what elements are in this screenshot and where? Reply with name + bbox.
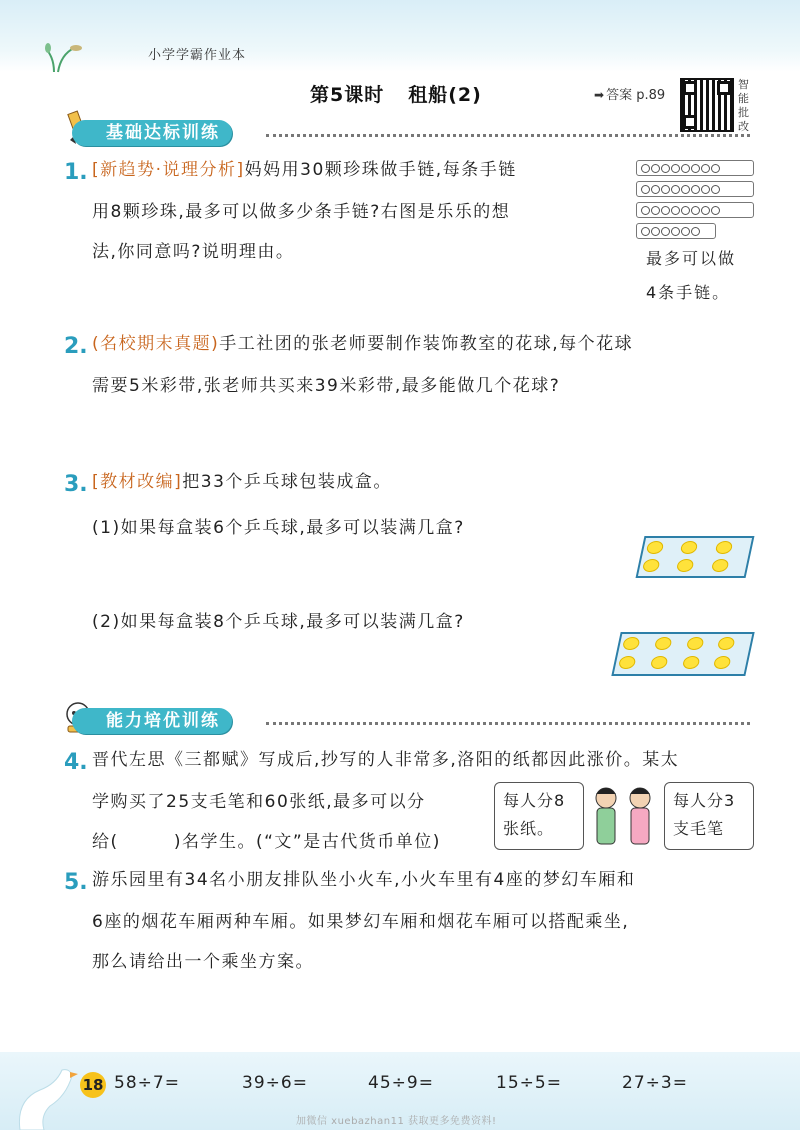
qr-label: 智 能 批 改 <box>738 78 749 133</box>
ping-pong-ball-icon <box>654 637 673 650</box>
ping-pong-ball-icon <box>646 541 665 554</box>
two-scholars-icon <box>586 780 662 852</box>
section-banner-advanced: 能力培优训练 <box>72 708 232 734</box>
ping-pong-ball-icon <box>685 637 704 650</box>
ping-pong-ball-icon <box>713 656 732 669</box>
ping-pong-ball-icon <box>642 559 661 572</box>
ping-pong-ball-icon <box>681 656 700 669</box>
header-band <box>0 0 800 72</box>
bead-group <box>636 181 754 197</box>
answer-reference[interactable] <box>594 84 665 103</box>
question-number: 5. <box>64 870 88 895</box>
question-4-line-1: 晋代左思《三都赋》写成后,抄写的人非常多,洛阳的纸都因此涨价。某太 <box>92 750 680 770</box>
dotted-divider <box>266 722 750 725</box>
question-3-line-1: [教材改编]把33个乒乓球包装成盒。 <box>92 472 392 492</box>
ball-box-8 <box>611 632 754 676</box>
question-5-line-3: 那么请给出一个乘坐方案。 <box>92 952 314 972</box>
question-3-sub-2: (2)如果每盒装8个乒乓球,最多可以装满几盒? <box>92 612 465 632</box>
question-1-line-3: 法,你同意吗?说明理由。 <box>92 242 295 262</box>
question-number: 1. <box>64 160 88 185</box>
arrow-right-icon: ➡ <box>594 88 605 102</box>
question-2-line-1: (名校期末真题)手工社团的张老师要制作装饰教室的花球,每个花球 <box>92 334 634 354</box>
calc-item: 15÷5= <box>496 1073 562 1093</box>
question-tag: (名校期末真题) <box>92 334 220 354</box>
lesson-title <box>310 80 482 107</box>
question-2-line-2: 需要5米彩带,张老师共买来39米彩带,最多能做几个花球? <box>92 376 561 396</box>
speech-bubble-right: 每人分3 支毛笔 <box>664 782 754 850</box>
ping-pong-ball-icon <box>618 656 637 669</box>
goose-decoration-icon <box>10 1060 80 1130</box>
bead-note-line-1: 最多可以做 <box>646 249 737 268</box>
ping-pong-ball-icon <box>650 656 669 669</box>
brand-name: 小学学霸作业本 <box>148 48 247 63</box>
calc-item: 27÷3= <box>622 1073 688 1093</box>
question-tag: [新趋势·说理分析] <box>92 160 245 180</box>
question-1-line-2: 用8颗珍珠,最多可以做多少条手链?右图是乐乐的想 <box>92 202 511 222</box>
qr-code-icon[interactable] <box>680 78 734 132</box>
page-number-badge: 18 <box>80 1072 106 1098</box>
bead-group <box>636 160 754 176</box>
question-4-line-3: 给( )名学生。(“文”是古代货币单位) <box>92 832 441 852</box>
bead-group <box>636 202 754 218</box>
answer-page-text: 答案 p.89 <box>606 88 666 103</box>
section-banner-basic: 基础达标训练 <box>72 120 232 146</box>
watermark-text: 加微信 xuebazhan11 获取更多免费资料! <box>296 1116 497 1127</box>
ping-pong-ball-icon <box>680 541 699 554</box>
ball-box-6 <box>636 536 755 578</box>
ping-pong-ball-icon <box>622 637 641 650</box>
question-5-line-1: 游乐园里有34名小朋友排队坐小火车,小火车里有4座的梦幻车厢和 <box>92 870 636 890</box>
question-1-line-1: [新趋势·说理分析]妈妈用30颗珍珠做手链,每条手链 <box>92 160 517 180</box>
plant-decoration-icon <box>44 40 88 74</box>
bead-group <box>636 223 716 239</box>
ping-pong-ball-icon <box>717 637 736 650</box>
lesson-topic: 租船(2) <box>408 84 482 106</box>
lesson-number: 第5课时 <box>310 84 385 106</box>
ping-pong-ball-icon <box>676 559 695 572</box>
ping-pong-ball-icon <box>714 541 733 554</box>
speech-bubble-left: 每人分8 张纸。 <box>494 782 584 850</box>
bead-note-line-2: 4条手链。 <box>646 283 731 302</box>
question-number: 3. <box>64 472 88 497</box>
question-number: 4. <box>64 750 88 775</box>
question-number: 2. <box>64 334 88 359</box>
question-3-sub-1: (1)如果每盒装6个乒乓球,最多可以装满几盒? <box>92 518 465 538</box>
calc-item: 45÷9= <box>368 1073 434 1093</box>
calc-item: 58÷7= <box>114 1073 180 1093</box>
ping-pong-ball-icon <box>711 559 730 572</box>
question-4-line-2: 学购买了25支毛笔和60张纸,最多可以分 <box>92 792 426 812</box>
question-tag: [教材改编] <box>92 472 183 492</box>
question-5-line-2: 6座的烟花车厢两种车厢。如果梦幻车厢和烟花车厢可以搭配乘坐, <box>92 912 630 932</box>
dotted-divider <box>266 134 750 137</box>
calc-item: 39÷6= <box>242 1073 308 1093</box>
